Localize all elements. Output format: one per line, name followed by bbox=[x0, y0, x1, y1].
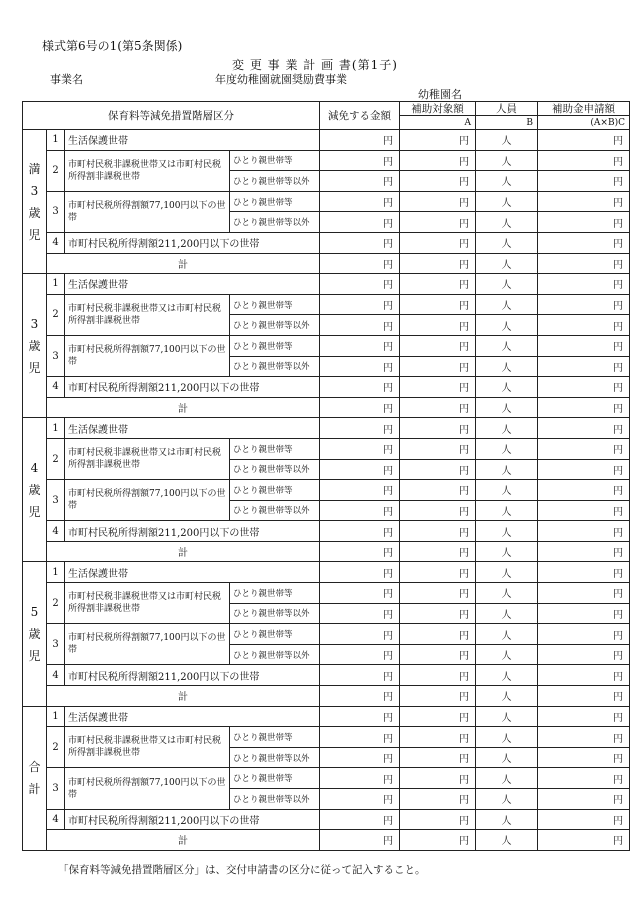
genmen-cell[interactable]: 円 bbox=[320, 274, 400, 295]
table-row bbox=[23, 274, 630, 295]
genmen-cell[interactable]: 円 bbox=[320, 171, 400, 192]
hojo-cell[interactable]: 円 bbox=[400, 706, 476, 727]
genmen-cell[interactable]: 円 bbox=[320, 809, 400, 830]
genmen-cell[interactable]: 円 bbox=[320, 438, 400, 459]
table-row bbox=[23, 830, 630, 851]
table-row bbox=[23, 521, 630, 542]
row-label: 市町村民税非課税世帯又は市町村民税所得割非課税世帯 bbox=[65, 727, 230, 768]
genmen-cell[interactable]: 円 bbox=[320, 150, 400, 171]
genmen-cell[interactable]: 円 bbox=[320, 562, 400, 583]
total-label: 計 bbox=[47, 686, 320, 707]
age-char: 児 bbox=[28, 504, 41, 519]
age-group-label bbox=[23, 706, 47, 850]
sub-label: ひとり親世帯等 bbox=[230, 294, 320, 315]
table-row bbox=[23, 624, 630, 645]
genmen-cell[interactable]: 円 bbox=[320, 706, 400, 727]
genmen-cell[interactable]: 円 bbox=[320, 232, 400, 253]
shinsei-cell[interactable]: 円 bbox=[538, 212, 630, 233]
age-char: 3 bbox=[30, 183, 39, 198]
row-label: 生活保護世帯 bbox=[65, 706, 320, 727]
sub-label: ひとり親世帯等 bbox=[230, 438, 320, 459]
sub-label: ひとり親世帯等以外 bbox=[230, 747, 320, 768]
shinsei-cell[interactable]: 円 bbox=[538, 768, 630, 789]
sub-label: ひとり親世帯等 bbox=[230, 191, 320, 212]
row-label: 生活保護世帯 bbox=[65, 274, 320, 295]
shinsei-cell[interactable]: 円 bbox=[538, 686, 630, 707]
hojo-cell[interactable]: 円 bbox=[400, 459, 476, 480]
age-char: 3 bbox=[30, 316, 39, 331]
hojo-cell[interactable]: 円 bbox=[400, 418, 476, 439]
shinsei-cell[interactable]: 円 bbox=[538, 274, 630, 295]
hojo-cell[interactable]: 円 bbox=[400, 541, 476, 562]
shinsei-cell[interactable]: 円 bbox=[538, 459, 630, 480]
sub-label: ひとり親世帯等 bbox=[230, 727, 320, 748]
jinin-cell[interactable]: 人 bbox=[476, 624, 538, 645]
shinsei-cell[interactable]: 円 bbox=[538, 397, 630, 418]
jinin-cell[interactable]: 人 bbox=[476, 747, 538, 768]
table-row bbox=[23, 377, 630, 398]
hojo-cell[interactable]: 円 bbox=[400, 191, 476, 212]
table-row bbox=[23, 768, 630, 789]
row-number: 4 bbox=[47, 521, 65, 542]
age-group-label bbox=[23, 562, 47, 706]
sub-label: ひとり親世帯等 bbox=[230, 480, 320, 501]
jinin-cell[interactable]: 人 bbox=[476, 171, 538, 192]
hojo-cell[interactable]: 円 bbox=[400, 171, 476, 192]
jinin-cell[interactable]: 人 bbox=[476, 397, 538, 418]
sub-label: ひとり親世帯等 bbox=[230, 624, 320, 645]
row-number: 2 bbox=[47, 294, 65, 335]
row-number: 3 bbox=[47, 335, 65, 376]
shinsei-cell[interactable]: 円 bbox=[538, 438, 630, 459]
row-number: 1 bbox=[47, 562, 65, 583]
row-number: 1 bbox=[47, 418, 65, 439]
genmen-cell[interactable]: 円 bbox=[320, 603, 400, 624]
genmen-cell[interactable]: 円 bbox=[320, 789, 400, 810]
footnote: 「保育料等減免措置階層区分」は、交付申請書の区分に従って記入すること。 bbox=[58, 864, 426, 876]
row-label: 生活保護世帯 bbox=[65, 562, 320, 583]
hojo-cell[interactable]: 円 bbox=[400, 253, 476, 274]
jinin-cell[interactable]: 人 bbox=[476, 665, 538, 686]
genmen-cell[interactable]: 円 bbox=[320, 747, 400, 768]
genmen-cell[interactable]: 円 bbox=[320, 644, 400, 665]
jinin-cell[interactable]: 人 bbox=[476, 459, 538, 480]
kindergarten-name-label: 幼稚園名 bbox=[418, 88, 462, 101]
age-char: 歳 bbox=[28, 205, 41, 220]
genmen-cell[interactable]: 円 bbox=[320, 624, 400, 645]
hojo-cell[interactable]: 円 bbox=[400, 624, 476, 645]
age-char: 合 bbox=[28, 760, 41, 775]
jinin-cell[interactable]: 人 bbox=[476, 644, 538, 665]
shinsei-cell[interactable]: 円 bbox=[538, 583, 630, 604]
total-label: 計 bbox=[47, 830, 320, 851]
row-label: 生活保護世帯 bbox=[65, 418, 320, 439]
age-group-label bbox=[23, 418, 47, 562]
header-shinsei: 補助金申請額 bbox=[538, 102, 630, 116]
jinin-cell[interactable]: 人 bbox=[476, 212, 538, 233]
genmen-cell[interactable]: 円 bbox=[320, 130, 400, 151]
age-char: 児 bbox=[28, 360, 41, 375]
hojo-cell[interactable]: 円 bbox=[400, 438, 476, 459]
sub-label: ひとり親世帯等 bbox=[230, 583, 320, 604]
age-char: 歳 bbox=[28, 482, 41, 497]
shinsei-cell[interactable]: 円 bbox=[538, 603, 630, 624]
hojo-cell[interactable]: 円 bbox=[400, 686, 476, 707]
sub-label: ひとり親世帯等以外 bbox=[230, 603, 320, 624]
hojo-cell[interactable]: 円 bbox=[400, 212, 476, 233]
hojo-cell[interactable]: 円 bbox=[400, 500, 476, 521]
jinin-cell[interactable]: 人 bbox=[476, 191, 538, 212]
sub-label: ひとり親世帯等 bbox=[230, 768, 320, 789]
shinsei-cell[interactable]: 円 bbox=[538, 171, 630, 192]
sub-label: ひとり親世帯等以外 bbox=[230, 459, 320, 480]
genmen-cell[interactable]: 円 bbox=[320, 541, 400, 562]
table-row bbox=[23, 335, 630, 356]
genmen-cell[interactable]: 円 bbox=[320, 459, 400, 480]
genmen-cell[interactable]: 円 bbox=[320, 727, 400, 748]
jinin-cell[interactable]: 人 bbox=[476, 377, 538, 398]
table-row bbox=[23, 294, 630, 315]
row-number: 3 bbox=[47, 191, 65, 232]
genmen-cell[interactable]: 円 bbox=[320, 294, 400, 315]
row-label: 市町村民税非課税世帯又は市町村民税所得割非課税世帯 bbox=[65, 150, 230, 191]
hojo-cell[interactable]: 円 bbox=[400, 480, 476, 501]
shinsei-cell[interactable]: 円 bbox=[538, 541, 630, 562]
shinsei-cell[interactable]: 円 bbox=[538, 294, 630, 315]
genmen-cell[interactable]: 円 bbox=[320, 830, 400, 851]
header-genmen: 減免する金額 bbox=[320, 102, 400, 130]
row-number: 2 bbox=[47, 438, 65, 479]
shinsei-cell[interactable]: 円 bbox=[538, 830, 630, 851]
document-title: 変 更 事 業 計 画 書(第1子) bbox=[232, 58, 398, 72]
hojo-cell[interactable]: 円 bbox=[400, 377, 476, 398]
genmen-cell[interactable]: 円 bbox=[320, 315, 400, 336]
hojo-cell[interactable]: 円 bbox=[400, 603, 476, 624]
age-char: 児 bbox=[28, 649, 41, 664]
shinsei-cell[interactable]: 円 bbox=[538, 232, 630, 253]
total-label: 計 bbox=[47, 253, 320, 274]
shinsei-cell[interactable]: 円 bbox=[538, 335, 630, 356]
table-row bbox=[23, 665, 630, 686]
row-label: 市町村民税非課税世帯又は市町村民税所得割非課税世帯 bbox=[65, 583, 230, 624]
shinsei-cell[interactable]: 円 bbox=[538, 562, 630, 583]
table-row bbox=[23, 480, 630, 501]
row-number: 3 bbox=[47, 624, 65, 665]
hojo-cell[interactable]: 円 bbox=[400, 747, 476, 768]
shinsei-cell[interactable]: 円 bbox=[538, 727, 630, 748]
genmen-cell[interactable]: 円 bbox=[320, 377, 400, 398]
project-name-value: 年度幼稚園就園奨励費事業 bbox=[215, 73, 347, 86]
jinin-cell[interactable]: 人 bbox=[476, 274, 538, 295]
age-group-label bbox=[23, 274, 47, 418]
hojo-cell[interactable]: 円 bbox=[400, 809, 476, 830]
row-label: 市町村民税所得割額77,100円以下の世帯 bbox=[65, 768, 230, 809]
shinsei-cell[interactable]: 円 bbox=[538, 644, 630, 665]
table-row bbox=[23, 686, 630, 707]
age-group-label bbox=[23, 130, 47, 274]
sub-label: ひとり親世帯等以外 bbox=[230, 789, 320, 810]
shinsei-cell[interactable]: 円 bbox=[538, 706, 630, 727]
jinin-cell[interactable]: 人 bbox=[476, 541, 538, 562]
row-number: 4 bbox=[47, 377, 65, 398]
row-number: 3 bbox=[47, 480, 65, 521]
hojo-cell[interactable]: 円 bbox=[400, 727, 476, 748]
shinsei-cell[interactable]: 円 bbox=[538, 480, 630, 501]
header-jinin: 人員 bbox=[476, 102, 538, 116]
table-row bbox=[23, 727, 630, 748]
hojo-cell[interactable]: 円 bbox=[400, 789, 476, 810]
jinin-cell[interactable]: 人 bbox=[476, 130, 538, 151]
row-label: 市町村民税非課税世帯又は市町村民税所得割非課税世帯 bbox=[65, 438, 230, 479]
hojo-cell[interactable]: 円 bbox=[400, 562, 476, 583]
age-char: 4 bbox=[30, 460, 39, 475]
shinsei-cell[interactable]: 円 bbox=[538, 500, 630, 521]
sub-label: ひとり親世帯等以外 bbox=[230, 644, 320, 665]
shinsei-cell[interactable]: 円 bbox=[538, 665, 630, 686]
age-char: 歳 bbox=[28, 338, 41, 353]
genmen-cell[interactable]: 円 bbox=[320, 418, 400, 439]
shinsei-cell[interactable]: 円 bbox=[538, 418, 630, 439]
genmen-cell[interactable]: 円 bbox=[320, 583, 400, 604]
hojo-cell[interactable]: 円 bbox=[400, 583, 476, 604]
jinin-cell[interactable]: 人 bbox=[476, 438, 538, 459]
table-row bbox=[23, 583, 630, 604]
row-number: 2 bbox=[47, 583, 65, 624]
age-char: 歳 bbox=[28, 627, 41, 642]
jinin-cell[interactable]: 人 bbox=[476, 253, 538, 274]
genmen-cell[interactable]: 円 bbox=[320, 521, 400, 542]
age-char: 5 bbox=[30, 605, 39, 620]
jinin-cell[interactable]: 人 bbox=[476, 418, 538, 439]
jinin-cell[interactable]: 人 bbox=[476, 706, 538, 727]
shinsei-cell[interactable]: 円 bbox=[538, 356, 630, 377]
jinin-cell[interactable]: 人 bbox=[476, 500, 538, 521]
genmen-cell[interactable]: 円 bbox=[320, 253, 400, 274]
sub-label: ひとり親世帯等以外 bbox=[230, 212, 320, 233]
jinin-cell[interactable]: 人 bbox=[476, 562, 538, 583]
row-label: 市町村民税所得割額211,200円以下の世帯 bbox=[65, 521, 320, 542]
genmen-cell[interactable]: 円 bbox=[320, 665, 400, 686]
table-row bbox=[23, 150, 630, 171]
row-label: 市町村民税所得割額77,100円以下の世帯 bbox=[65, 480, 230, 521]
hojo-cell[interactable]: 円 bbox=[400, 315, 476, 336]
hojo-cell[interactable]: 円 bbox=[400, 274, 476, 295]
sub-label: ひとり親世帯等以外 bbox=[230, 356, 320, 377]
jinin-cell[interactable]: 人 bbox=[476, 232, 538, 253]
shinsei-cell[interactable]: 円 bbox=[538, 191, 630, 212]
shinsei-cell[interactable]: 円 bbox=[538, 624, 630, 645]
row-number: 1 bbox=[47, 274, 65, 295]
row-number: 2 bbox=[47, 727, 65, 768]
row-label: 市町村民税所得割額211,200円以下の世帯 bbox=[65, 809, 320, 830]
hojo-cell[interactable]: 円 bbox=[400, 232, 476, 253]
row-label: 市町村民税所得割額77,100円以下の世帯 bbox=[65, 624, 230, 665]
hojo-cell[interactable]: 円 bbox=[400, 335, 476, 356]
genmen-cell[interactable]: 円 bbox=[320, 686, 400, 707]
hojo-cell[interactable]: 円 bbox=[400, 130, 476, 151]
jinin-cell[interactable]: 人 bbox=[476, 480, 538, 501]
row-number: 4 bbox=[47, 809, 65, 830]
sub-label: ひとり親世帯等以外 bbox=[230, 171, 320, 192]
hojo-cell[interactable]: 円 bbox=[400, 665, 476, 686]
shinsei-cell[interactable]: 円 bbox=[538, 253, 630, 274]
hojo-cell[interactable]: 円 bbox=[400, 830, 476, 851]
jinin-cell[interactable]: 人 bbox=[476, 315, 538, 336]
table-row bbox=[23, 397, 630, 418]
header-shinsei-sub: (A×B)C bbox=[538, 116, 630, 130]
table-row bbox=[23, 706, 630, 727]
jinin-cell[interactable]: 人 bbox=[476, 150, 538, 171]
shinsei-cell[interactable]: 円 bbox=[538, 130, 630, 151]
row-label: 市町村民税非課税世帯又は市町村民税所得割非課税世帯 bbox=[65, 294, 230, 335]
sub-label: ひとり親世帯等 bbox=[230, 335, 320, 356]
row-label: 生活保護世帯 bbox=[65, 130, 320, 151]
row-label: 市町村民税所得割額77,100円以下の世帯 bbox=[65, 191, 230, 232]
plan-table bbox=[22, 101, 630, 851]
form-number: 様式第6号の1(第5条関係) bbox=[42, 39, 183, 53]
sub-label: ひとり親世帯等以外 bbox=[230, 315, 320, 336]
shinsei-cell[interactable]: 円 bbox=[538, 789, 630, 810]
total-label: 計 bbox=[47, 397, 320, 418]
shinsei-cell[interactable]: 円 bbox=[538, 150, 630, 171]
table-row bbox=[23, 809, 630, 830]
jinin-cell[interactable]: 人 bbox=[476, 603, 538, 624]
genmen-cell[interactable]: 円 bbox=[320, 768, 400, 789]
header-hojo: 補助対象額 bbox=[400, 102, 476, 116]
header-hojo-sub: A bbox=[400, 116, 476, 130]
jinin-cell[interactable]: 人 bbox=[476, 335, 538, 356]
jinin-cell[interactable]: 人 bbox=[476, 521, 538, 542]
table-row bbox=[23, 438, 630, 459]
row-number: 1 bbox=[47, 706, 65, 727]
genmen-cell[interactable]: 円 bbox=[320, 500, 400, 521]
shinsei-cell[interactable]: 円 bbox=[538, 521, 630, 542]
shinsei-cell[interactable]: 円 bbox=[538, 315, 630, 336]
row-label: 市町村民税所得割額211,200円以下の世帯 bbox=[65, 232, 320, 253]
hojo-cell[interactable]: 円 bbox=[400, 150, 476, 171]
genmen-cell[interactable]: 円 bbox=[320, 191, 400, 212]
jinin-cell[interactable]: 人 bbox=[476, 789, 538, 810]
genmen-cell[interactable]: 円 bbox=[320, 212, 400, 233]
row-label: 市町村民税所得割額211,200円以下の世帯 bbox=[65, 377, 320, 398]
total-label: 計 bbox=[47, 541, 320, 562]
sub-label: ひとり親世帯等以外 bbox=[230, 500, 320, 521]
genmen-cell[interactable]: 円 bbox=[320, 356, 400, 377]
row-number: 3 bbox=[47, 768, 65, 809]
project-name-label: 事業名 bbox=[50, 73, 83, 86]
hojo-cell[interactable]: 円 bbox=[400, 521, 476, 542]
table-row bbox=[23, 253, 630, 274]
jinin-cell[interactable]: 人 bbox=[476, 294, 538, 315]
shinsei-cell[interactable]: 円 bbox=[538, 809, 630, 830]
jinin-cell[interactable]: 人 bbox=[476, 727, 538, 748]
genmen-cell[interactable]: 円 bbox=[320, 335, 400, 356]
hojo-cell[interactable]: 円 bbox=[400, 356, 476, 377]
row-number: 4 bbox=[47, 232, 65, 253]
hojo-cell[interactable]: 円 bbox=[400, 644, 476, 665]
header-category: 保育料等減免措置階層区分 bbox=[23, 102, 320, 130]
table-row bbox=[23, 130, 630, 151]
table-row bbox=[23, 562, 630, 583]
table-row bbox=[23, 418, 630, 439]
sub-label: ひとり親世帯等 bbox=[230, 150, 320, 171]
jinin-cell[interactable]: 人 bbox=[476, 768, 538, 789]
jinin-cell[interactable]: 人 bbox=[476, 686, 538, 707]
shinsei-cell[interactable]: 円 bbox=[538, 377, 630, 398]
table-row bbox=[23, 232, 630, 253]
table-row bbox=[23, 541, 630, 562]
age-char: 計 bbox=[28, 782, 41, 797]
age-char: 満 bbox=[28, 161, 41, 176]
age-char: 児 bbox=[28, 227, 41, 242]
jinin-cell[interactable]: 人 bbox=[476, 809, 538, 830]
row-number: 4 bbox=[47, 665, 65, 686]
shinsei-cell[interactable]: 円 bbox=[538, 747, 630, 768]
row-label: 市町村民税所得割額211,200円以下の世帯 bbox=[65, 665, 320, 686]
jinin-cell[interactable]: 人 bbox=[476, 830, 538, 851]
row-number: 1 bbox=[47, 130, 65, 151]
header-jinin-sub: B bbox=[476, 116, 538, 130]
table-row bbox=[23, 191, 630, 212]
hojo-cell[interactable]: 円 bbox=[400, 768, 476, 789]
hojo-cell[interactable]: 円 bbox=[400, 294, 476, 315]
row-number: 2 bbox=[47, 150, 65, 191]
jinin-cell[interactable]: 人 bbox=[476, 356, 538, 377]
jinin-cell[interactable]: 人 bbox=[476, 583, 538, 604]
genmen-cell[interactable]: 円 bbox=[320, 480, 400, 501]
row-label: 市町村民税所得割額77,100円以下の世帯 bbox=[65, 335, 230, 376]
hojo-cell[interactable]: 円 bbox=[400, 397, 476, 418]
genmen-cell[interactable]: 円 bbox=[320, 397, 400, 418]
